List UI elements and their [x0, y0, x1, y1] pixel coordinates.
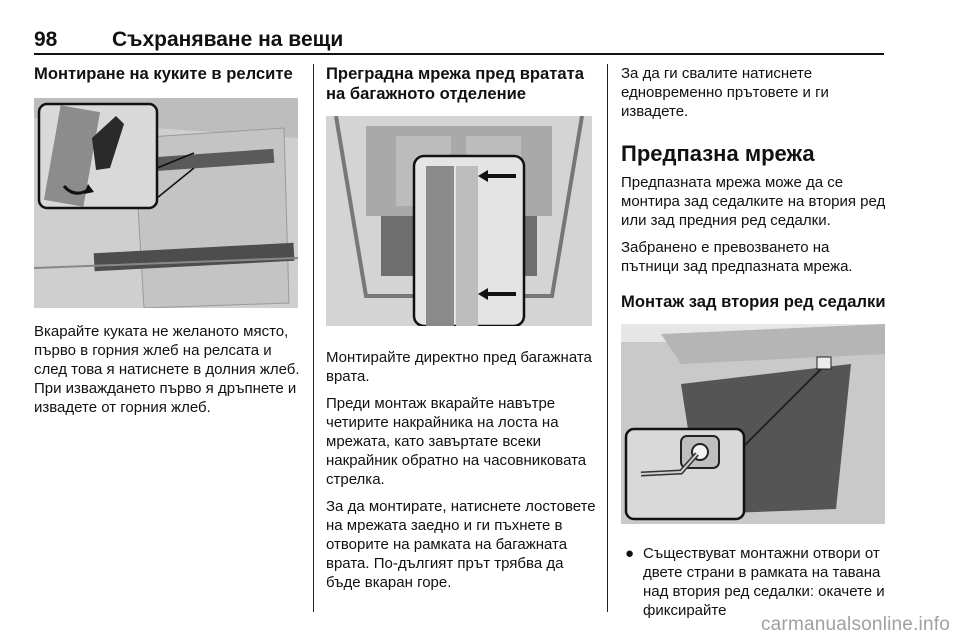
tailgate-net-p2: Преди монтаж вкарайте навътре четирите накрайника на лоста на мрежата, като завъртате всеки накрайник обратно на часовниковата стрелка. — [326, 395, 587, 488]
column-1 — [34, 64, 300, 417]
hook-rail-drawing — [34, 98, 298, 308]
hook-rail-illustration — [34, 98, 298, 308]
page-header — [34, 28, 884, 52]
safety-net-drawing — [621, 324, 885, 524]
column-divider-1 — [313, 64, 314, 612]
bullet-dot: ● — [625, 545, 635, 562]
hooks-instructions: Вкарайте куката не желаното място, първо в горния жлеб на релсата и след това я натиснете в долния жлеб. При изваждането първо я дръпнете и извадете от горния жлеб. — [34, 323, 300, 416]
second-row-heading: Монтаж зад втория ред седалки — [621, 292, 886, 311]
removal-paragraph: За да ги свалите натиснете едновременно прътовете и ги извадете. — [621, 65, 829, 120]
safety-net-p1: Предпазната мрежа може да се монтира зад седалките на втория ред или зад предния ред седалки. — [621, 174, 886, 229]
column-divider-2 — [607, 64, 608, 612]
tailgate-net-p1: Монтирайте директно пред багажната врата. — [326, 349, 592, 385]
tailgate-net-illustration — [326, 116, 592, 326]
column-3 — [621, 64, 889, 620]
tailgate-net-p3: За да монтирате, натиснете лостовете на мрежата заедно и ги пъхнете в отворите на рамката на багажната врата. По-дългият прът трябва да бъде вкаран горе. — [326, 498, 596, 591]
tailgate-net-drawing — [326, 116, 592, 326]
watermark: carmanualsonline.info — [760, 614, 950, 635]
header-rule — [34, 53, 884, 55]
section-title: Съхраняване на вещи — [112, 28, 344, 51]
safety-net-heading: Предпазна мрежа — [621, 141, 815, 166]
mounting-bullet — [621, 544, 889, 620]
hooks-heading: Монтиране на куките в релсите — [34, 64, 293, 83]
safety-net-illustration — [621, 324, 885, 524]
column-2 — [326, 64, 596, 592]
page-number: 98 — [34, 28, 58, 51]
mounting-bullet-text: Съществуват монтажни отвори от двете страни в рамката на тавана над втория ред седалки: окачете и фиксирайте — [643, 545, 885, 619]
safety-net-p2: Забранено е превозването на пътници зад предпазната мрежа. — [621, 239, 853, 275]
tailgate-net-heading: Преградна мрежа пред вратата на багажното отделение — [326, 64, 584, 103]
